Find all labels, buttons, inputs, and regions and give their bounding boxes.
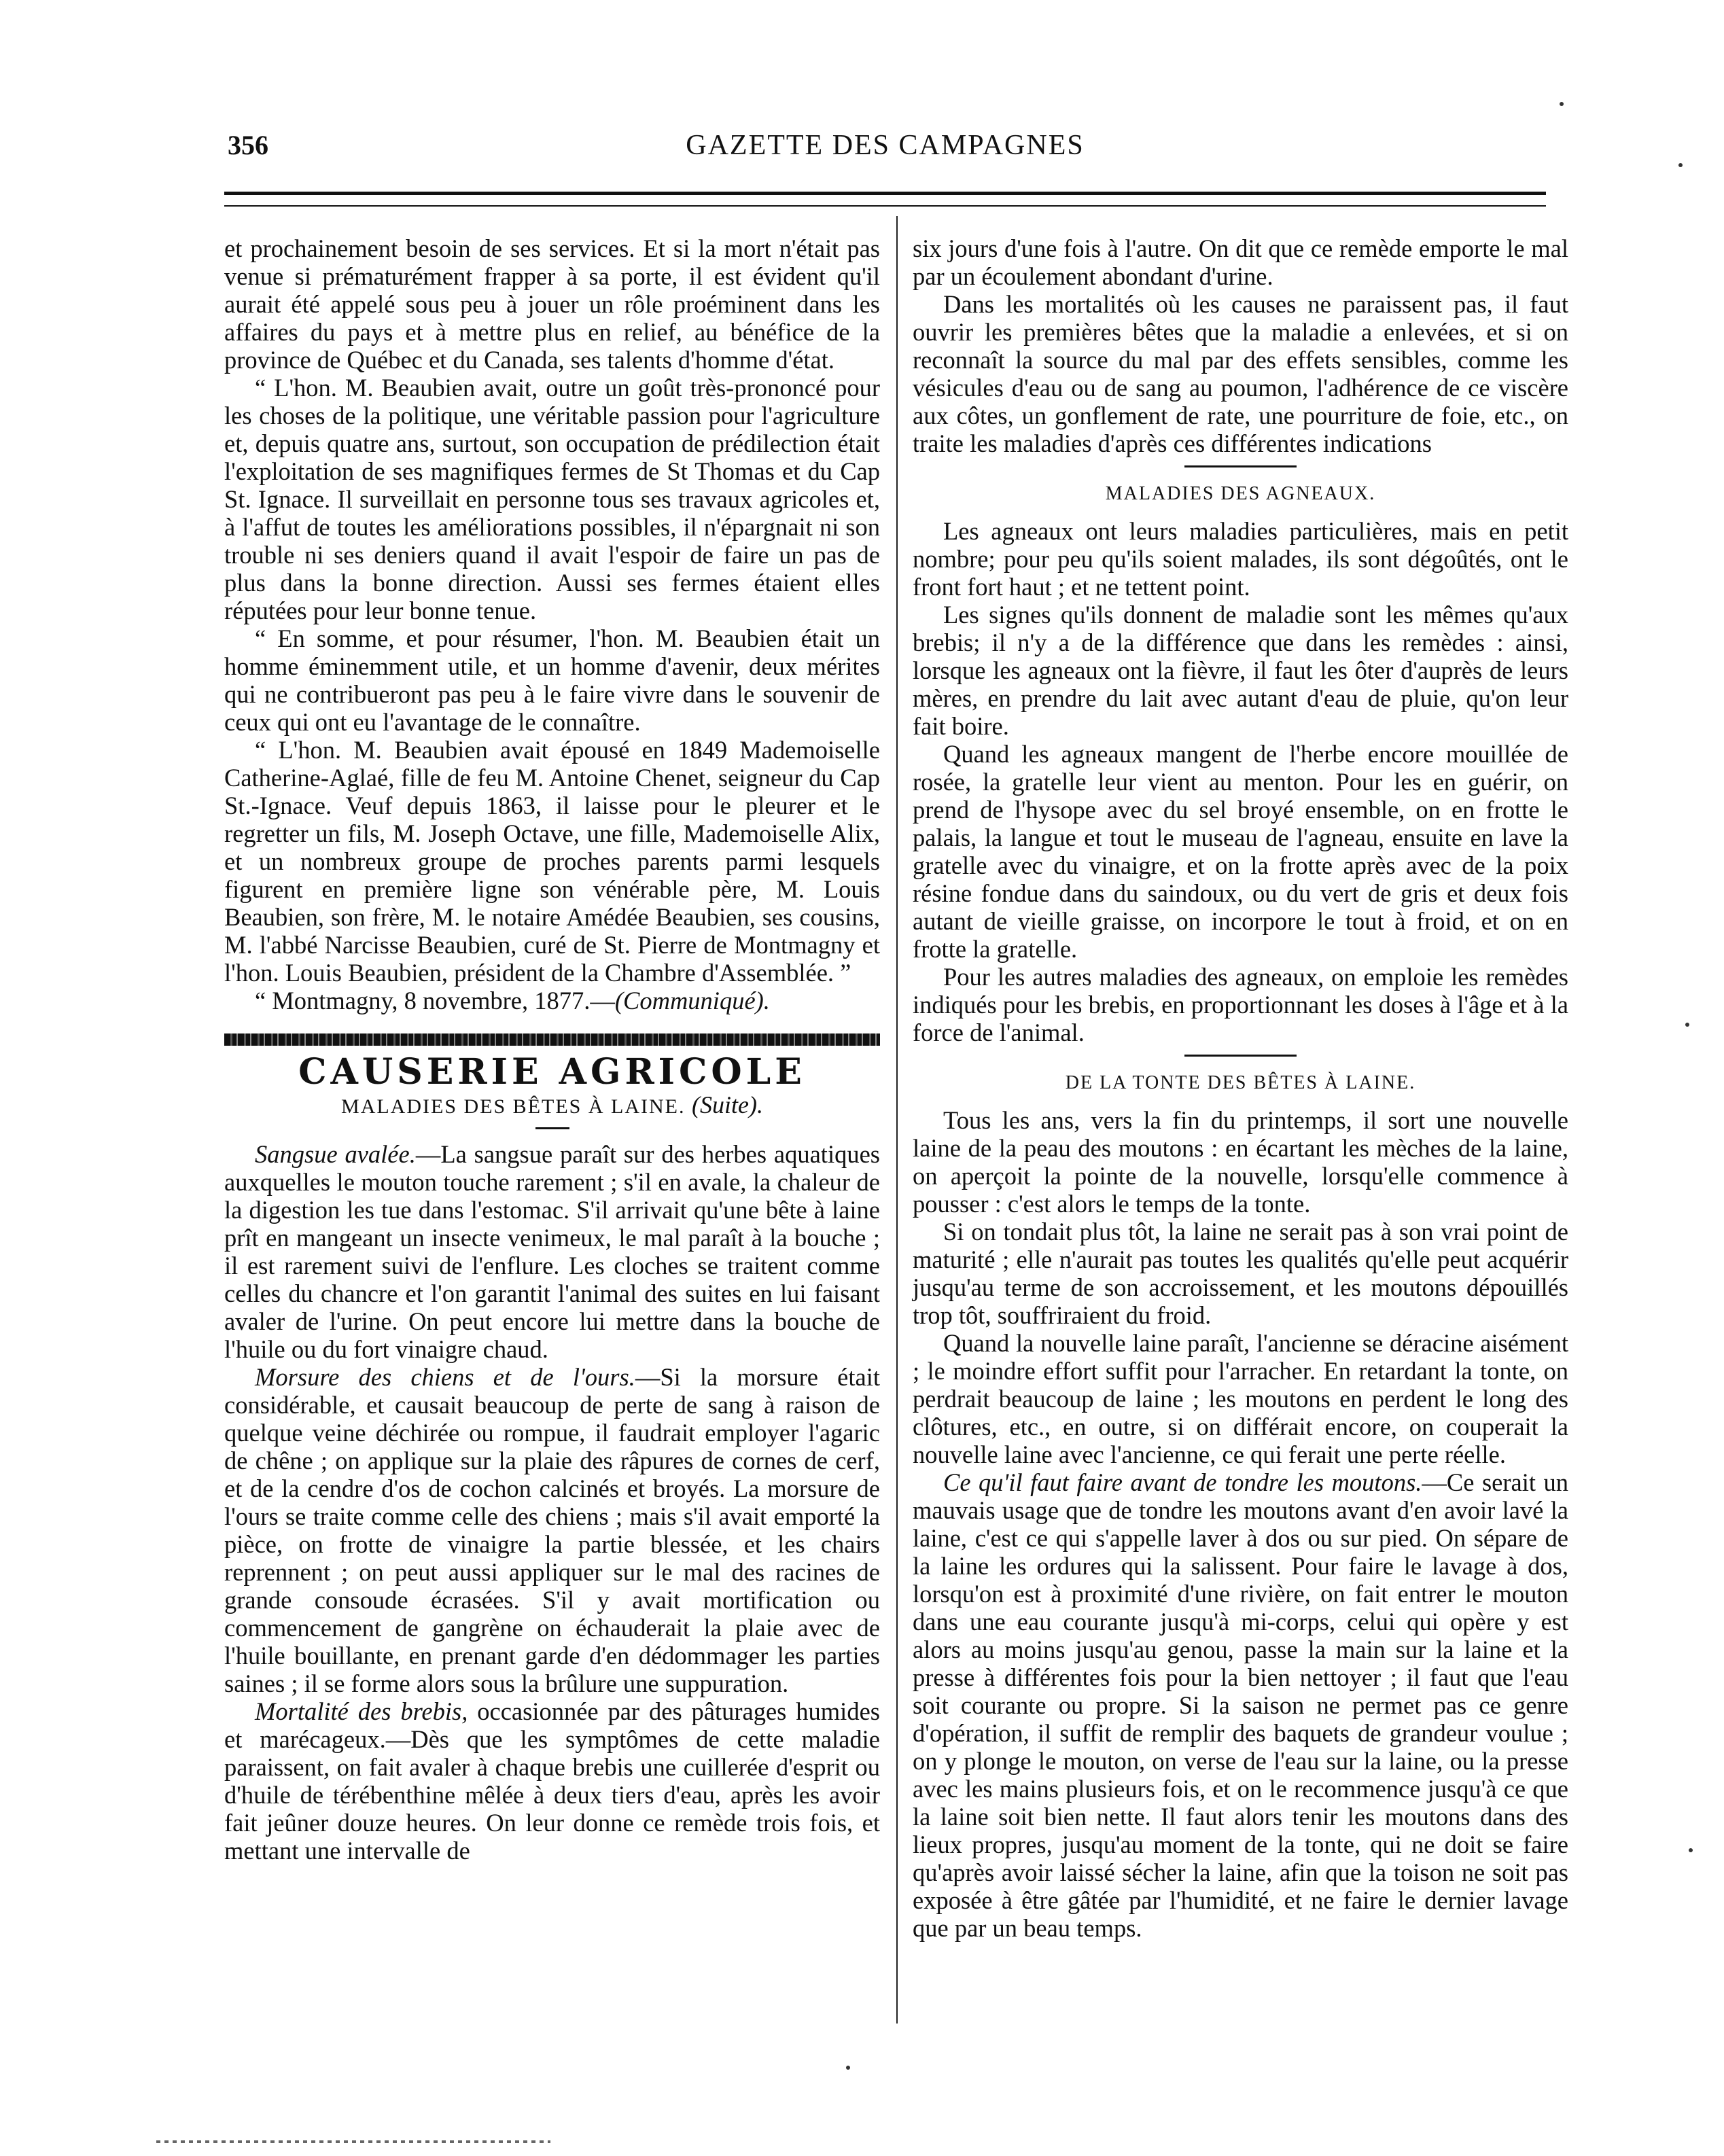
paragraph: six jours d'une fois à l'autre. On dit que ce remède emporte le mal par un écoulement abondant d'urine.	[913, 234, 1568, 290]
section-subtitle	[224, 1091, 880, 1120]
section-heading-agneaux: MALADIES DES AGNEAUX.	[1105, 483, 1376, 504]
paragraph: Quand la nouvelle laine paraît, l'ancienne se déracine aisément ; le moindre effort suffit pour l'arracher. En retardant la tonte, on perdrait beaucoup de laine ; les moutons en perdent le long des clôtures, etc., en outre, si on différait encore, on couperait la nouvelle laine avec l'ancienne, ce qui ferait une perte réelle.	[913, 1329, 1568, 1468]
page-number: 356	[228, 130, 268, 160]
paragraph-mortalite	[224, 1697, 880, 1865]
paragraph: Les signes qu'ils donnent de maladie sont les mêmes qu'aux brebis; il n'y a de la différence que dans les remèdes : ainsi, lorsque les agneaux ont la fièvre, il faut les ôter d'auprès de leurs mères, en prendre du lait avec autant d'eau de pluie, qu'on leur fait boire.	[913, 601, 1568, 740]
paragraph-lavage	[913, 1468, 1568, 1942]
paragraph: Pour les autres maladies des agneaux, on emploie les remèdes indiqués pour les brebis, en proportionnant les doses à l'âge et à la force de l'animal.	[913, 963, 1568, 1046]
short-rule	[535, 1127, 569, 1129]
print-speck	[1685, 1023, 1689, 1027]
section-heading-tonte: DE LA TONTE DES BÊTES À LAINE.	[1065, 1072, 1416, 1093]
paragraph: Dans les mortalités où les causes ne paraissent pas, il faut ouvrir les premières bêtes que la maladie a enlevées, et si on reconnaît la source du mal par des effets sensibles, comme les vésicules d'eau ou de sang au poumon, l'adhérence de ce viscère aux côtes, un gonflement de rate, une pourriture de foie, etc., on traite les maladies d'après ces différentes indications	[913, 290, 1568, 457]
paragraph: Quand les agneaux mangent de l'herbe encore mouillée de rosée, la gratelle leur vient au menton. Pour les en guérir, on prend de l'hysope avec du sel broyé ensemble, on en frotte le palais, la langue et tout le museau de l'agneau, ensuite en lave la gratelle avec du vinaigre, et on la frotte après avec de la poix résine fondue dans du saindoux, ou du vert de gris et deux fois autant de vieille graisse, on incorpore le tout à froid, et on en frotte la gratelle.	[913, 740, 1568, 963]
print-speck	[1678, 163, 1683, 167]
paragraph: “ L'hon. M. Beaubien avait, outre un goût très-prononcé pour les choses de la politique, une véritable passion pour l'agriculture et, depuis quatre ans, surtout, son occupation de prédilection était l'exploitation de ses magnifiques fermes de St Thomas et du Cap St. Ignace. Il surveillait en personne tous ses travaux agricoles et, à l'affut de toutes les améliorations possibles, il n'épargnait ni son trouble ni ses deniers quand il avait l'espoir de faire un pas de plus dans la bonne direction. Aussi ses fermes étaient elles réputées pour leur bonne tenue.	[224, 374, 880, 624]
print-speck	[1560, 102, 1564, 106]
print-speck	[1689, 1848, 1693, 1852]
dateline-source: (Communiqué).	[614, 987, 770, 1014]
right-column	[913, 234, 1568, 1942]
print-speck	[846, 2066, 850, 2070]
running-title: GAZETTE DES CAMPAGNES	[686, 130, 1085, 161]
header-double-rule	[224, 192, 1546, 207]
paragraph: Les agneaux ont leurs maladies particulières, mais en petit nombre; pour peu qu'ils soient malades, ils sont dégoûtés, ont le front fort haut ; et ne tettent point.	[913, 517, 1568, 601]
lead-in: Sangsue avalée.	[255, 1140, 416, 1168]
paragraph-sangsue	[224, 1140, 880, 1363]
scan-artifact-marks	[156, 2140, 550, 2143]
ornamental-rule	[224, 1033, 880, 1046]
paragraph: Tous les ans, vers la fin du printemps, il sort une nouvelle laine de la peau des moutons : en écartant les mèches de la laine, on aperçoit la pointe de la nouvelle, lorsqu'elle commence à pousser : c'est alors le temps de la tonte.	[913, 1106, 1568, 1218]
lead-in: Mortalité des brebis,	[255, 1697, 468, 1725]
paragraph: “ En somme, et pour résumer, l'hon. M. Beaubien était un homme éminemment utile, et un homme d'avenir, deux mérites qui ne contribueront pas peu à le faire vivre dans le souvenir de ceux qui ont eu l'avantage de le connaître.	[224, 624, 880, 736]
page-header	[228, 129, 1543, 170]
dateline	[224, 987, 880, 1014]
paragraph-text: —Ce serait un mauvais usage que de tondre les moutons avant d'en avoir lavé la laine, c'est ce qui s'appelle laver à dos ou sur pied. On sépare de la laine les ordures qui la salissent. Pour faire le lavage à dos, lorsqu'on est à proximité d'une rivière, on fait entrer le mouton dans une eau courante jusqu'à mi-corps, celui qui opère y est alors au moins jusqu'au genou, passe la main sur la laine et la presse à différentes fois pour la bien nettoyer ; il faut que l'eau soit courante ou propre. Si la saison ne permet pas ce genre d'opération, il suffit de remplir des baquets de grandeur voulue ; on y plonge le mouton, on verse de l'eau sur la laine, ou la presse avec les mains plusieurs fois, et on le recommence jusqu'à ce que la laine soit bien nette. Il faut alors tenir les moutons dans des lieux propres, jusqu'au moment de la tonte, qui ne doit se faire qu'après avoir laissé sécher la laine, afin que la toison ne soit pas exposée à être gâtée par l'humidité, et ne faire le dernier lavage que par un beau temps.	[913, 1468, 1569, 1942]
paragraph-text: —La sangsue paraît sur des herbes aquatiques auxquelles le mouton touche rarement ; s'il en avale, la chaleur de la digestion les tue dans l'estomac. S'il arrivait qu'une bête à laine prît en mangeant un insecte venimeux, le mal paraît à la bouche ; il est rarement suivi de l'enflure. Les cloches se traitent comme celles du chancre et l'on garantit l'animal des suites en lui faisant avaler de l'urine. On peut encore lui mettre dans la bouche de l'huile ou du fort vinaigre chaud.	[224, 1140, 880, 1363]
lead-in: Morsure des chiens et de l'ours.	[255, 1363, 635, 1391]
subtitle-text: MALADIES DES BÊTES À LAINE.	[341, 1095, 686, 1118]
short-rule	[1184, 465, 1297, 467]
paragraph-text: —Si la morsure était considérable, et causait beaucoup de perte de sang à raison de quelque veine déchirée ou rompue, il faudrait employer l'agaric de chêne ; on applique sur la plaie des râpures de cornes de cerf, et de la cendre d'os de cochon calcinés et broyés. La morsure de l'ours se traite comme celle des chiens ; mais s'il avait emporté la pièce, on frotte de vinaigre la partie blessée, et les chairs reprennent ; on peut aussi appliquer sur le mal des racines de grande consoude écrasées. S'il y avait mortification ou commencement de gangrène on échauderait la plaie avec de l'huile bouillante, en prenant garde d'en dédommager les parties saines ; il se forme alors sous la brûlure une suppuration.	[224, 1363, 880, 1697]
short-rule	[1184, 1055, 1297, 1057]
paragraph: et prochainement besoin de ses services. Et si la mort n'était pas venue si prématurément frapper à sa porte, il est évident qu'il aurait été appelé sous peu à jouer un rôle proéminent dans les affaires du pays et à mettre plus en relief, au bénéfice de la province de Québec et du Canada, ses talents d'homme d'état.	[224, 234, 880, 374]
subtitle-suite: (Suite).	[692, 1091, 763, 1118]
paragraph: “ L'hon. M. Beaubien avait épousé en 1849 Mademoiselle Catherine-Aglaé, fille de feu M. Antoine Chenet, seigneur du Cap St.-Ignace. Veuf depuis 1863, il laisse pour le pleurer et le regretter un fils, M. Joseph Octave, une fille, Mademoiselle Alix, et un nombreux groupe de proches parents parmi lesquels figurent en première ligne son vénérable père, M. Louis Beaubien, son frère, M. le notaire Amédée Beaubien, ses cousins, M. l'abbé Narcisse Beaubien, curé de St. Pierre de Montmagny et l'hon. Louis Beaubien, président de la Chambre d'Assemblée. ”	[224, 736, 880, 987]
dateline-text: “ Montmagny, 8 novembre, 1877.—	[255, 987, 615, 1014]
paragraph-text: occasionnée par des pâturages humides et marécageux.—Dès que les symptômes de cette maladie paraissent, on fait avaler à chaque brebis une cuillerée d'esprit ou d'huile de térébenthine mêlée à deux tiers d'eau, après les avoir fait jeûner douze heures. On leur donne ce remède trois fois, et mettant une intervalle de	[224, 1697, 880, 1865]
lead-in: Ce qu'il faut faire avant de tondre les moutons.	[943, 1468, 1422, 1496]
paragraph-morsure	[224, 1363, 880, 1697]
column-divider	[896, 216, 898, 2024]
paragraph: Si on tondait plus tôt, la laine ne serait pas à son vrai point de maturité ; elle n'aurait pas toutes les qualités qu'elle peut acquérir jusqu'au terme de son accroissement, et les moutons dépouillés trop tôt, souffriraient du froid.	[913, 1218, 1568, 1329]
left-column	[224, 234, 880, 1865]
section-title: CAUSERIE AGRICOLE	[298, 1051, 806, 1093]
